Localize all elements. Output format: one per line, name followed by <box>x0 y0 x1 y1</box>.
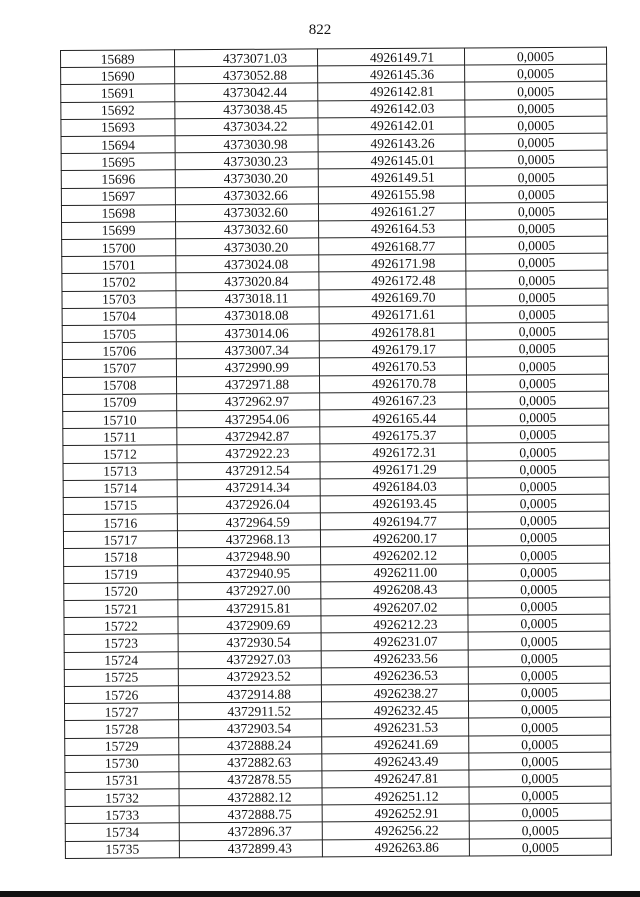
y-coordinate-cell: 4926241.69 <box>322 736 469 754</box>
y-coordinate-cell: 4926200.17 <box>320 529 467 547</box>
precision-cell: 0,0005 <box>466 271 608 289</box>
x-coordinate-cell: 4372888.24 <box>179 736 322 754</box>
x-coordinate-cell: 4373038.45 <box>175 100 318 118</box>
point-number-cell: 15728 <box>65 720 179 738</box>
y-coordinate-cell: 4926252.91 <box>322 804 469 822</box>
precision-cell: 0,0005 <box>467 477 609 495</box>
point-number-cell: 15716 <box>63 514 177 532</box>
y-coordinate-cell: 4926149.51 <box>318 168 465 186</box>
y-coordinate-cell: 4926172.48 <box>319 271 466 289</box>
precision-cell: 0,0005 <box>464 47 606 65</box>
precision-cell: 0,0005 <box>466 288 608 306</box>
precision-cell: 0,0005 <box>468 614 610 632</box>
point-number-cell: 15732 <box>65 789 179 807</box>
y-coordinate-cell: 4926231.07 <box>321 632 468 650</box>
x-coordinate-cell: 4373024.08 <box>176 255 319 273</box>
precision-cell: 0,0005 <box>469 735 611 753</box>
y-coordinate-cell: 4926171.61 <box>319 306 466 324</box>
precision-cell: 0,0005 <box>466 339 608 357</box>
point-number-cell: 15690 <box>61 67 175 85</box>
point-number-cell: 15704 <box>62 308 176 326</box>
point-number-cell: 15721 <box>64 600 178 618</box>
y-coordinate-cell: 4926231.53 <box>322 718 469 736</box>
y-coordinate-cell: 4926142.01 <box>318 117 465 135</box>
coordinates-table <box>60 47 612 859</box>
y-coordinate-cell: 4926179.17 <box>319 340 466 358</box>
x-coordinate-cell: 4372899.43 <box>179 840 322 858</box>
x-coordinate-cell: 4372926.04 <box>177 496 320 514</box>
precision-cell: 0,0005 <box>467 442 609 460</box>
point-number-cell: 15689 <box>61 50 175 68</box>
precision-cell: 0,0005 <box>466 322 608 340</box>
point-number-cell: 15710 <box>63 411 177 429</box>
x-coordinate-cell: 4373032.60 <box>175 204 318 222</box>
x-coordinate-cell: 4372954.06 <box>177 410 320 428</box>
point-number-cell: 15705 <box>62 325 176 343</box>
point-number-cell: 15702 <box>62 273 176 291</box>
point-number-cell: 15706 <box>62 342 176 360</box>
point-number-cell: 15735 <box>65 840 179 858</box>
x-coordinate-cell: 4372948.90 <box>178 547 321 565</box>
point-number-cell: 15693 <box>61 119 175 137</box>
point-number-cell: 15717 <box>63 531 177 549</box>
x-coordinate-cell: 4372882.63 <box>179 754 322 772</box>
precision-cell: 0,0005 <box>466 253 608 271</box>
precision-cell: 0,0005 <box>468 597 610 615</box>
precision-cell: 0,0005 <box>468 546 610 564</box>
y-coordinate-cell: 4926145.01 <box>318 151 465 169</box>
precision-cell: 0,0005 <box>467 460 609 478</box>
y-coordinate-cell: 4926145.36 <box>318 65 465 83</box>
y-coordinate-cell: 4926207.02 <box>321 598 468 616</box>
x-coordinate-cell: 4372971.88 <box>176 375 319 393</box>
precision-cell: 0,0005 <box>465 82 607 100</box>
precision-cell: 0,0005 <box>469 752 611 770</box>
precision-cell: 0,0005 <box>469 838 611 856</box>
precision-cell: 0,0005 <box>469 717 611 735</box>
point-number-cell: 15720 <box>64 583 178 601</box>
x-coordinate-cell: 4373030.98 <box>175 135 318 153</box>
precision-cell: 0,0005 <box>468 580 610 598</box>
point-number-cell: 15703 <box>62 290 176 308</box>
precision-cell: 0,0005 <box>468 632 610 650</box>
precision-cell: 0,0005 <box>468 683 610 701</box>
x-coordinate-cell: 4373018.11 <box>176 290 319 308</box>
precision-cell: 0,0005 <box>469 786 611 804</box>
y-coordinate-cell: 4926233.56 <box>321 650 468 668</box>
x-coordinate-cell: 4372930.54 <box>178 633 321 651</box>
point-number-cell: 15731 <box>65 772 179 790</box>
y-coordinate-cell: 4926161.27 <box>318 203 465 221</box>
y-coordinate-cell: 4926170.53 <box>319 357 466 375</box>
precision-cell: 0,0005 <box>465 99 607 117</box>
y-coordinate-cell: 4926247.81 <box>322 770 469 788</box>
precision-cell: 0,0005 <box>466 305 608 323</box>
page-number: 822 <box>308 22 332 38</box>
x-coordinate-cell: 4373042.44 <box>175 83 318 101</box>
precision-cell: 0,0005 <box>467 391 609 409</box>
point-number-cell: 15698 <box>61 204 175 222</box>
y-coordinate-cell: 4926263.86 <box>322 839 469 857</box>
y-coordinate-cell: 4926155.98 <box>318 186 465 204</box>
precision-cell: 0,0005 <box>465 64 607 82</box>
point-number-cell: 15697 <box>61 187 175 205</box>
y-coordinate-cell: 4926212.23 <box>321 615 468 633</box>
y-coordinate-cell: 4926143.26 <box>318 134 465 152</box>
point-number-cell: 15724 <box>64 651 178 669</box>
x-coordinate-cell: 4372927.00 <box>178 582 321 600</box>
precision-cell: 0,0005 <box>467 425 609 443</box>
y-coordinate-cell: 4926178.81 <box>319 323 466 341</box>
x-coordinate-cell: 4373052.88 <box>175 66 318 84</box>
y-coordinate-cell: 4926169.70 <box>319 289 466 307</box>
point-number-cell: 15719 <box>64 565 178 583</box>
y-coordinate-cell: 4926171.98 <box>319 254 466 272</box>
precision-cell: 0,0005 <box>466 357 608 375</box>
precision-cell: 0,0005 <box>465 116 607 134</box>
point-number-cell: 15725 <box>64 669 178 687</box>
precision-cell: 0,0005 <box>468 666 610 684</box>
x-coordinate-cell: 4372914.88 <box>178 685 321 703</box>
x-coordinate-cell: 4373034.22 <box>175 118 318 136</box>
x-coordinate-cell: 4373032.60 <box>176 221 319 239</box>
y-coordinate-cell: 4926167.23 <box>320 392 467 410</box>
table-row <box>65 838 611 859</box>
x-coordinate-cell: 4372888.75 <box>179 805 322 823</box>
x-coordinate-cell: 4373030.20 <box>176 238 319 256</box>
point-number-cell: 15733 <box>65 806 179 824</box>
x-coordinate-cell: 4372927.03 <box>178 650 321 668</box>
precision-cell: 0,0005 <box>467 494 609 512</box>
point-number-cell: 15707 <box>62 359 176 377</box>
x-coordinate-cell: 4372990.99 <box>176 358 319 376</box>
y-coordinate-cell: 4926142.81 <box>318 82 465 100</box>
precision-cell: 0,0005 <box>469 821 611 839</box>
precision-cell: 0,0005 <box>465 185 607 203</box>
x-coordinate-cell: 4372912.54 <box>177 461 320 479</box>
precision-cell: 0,0005 <box>468 700 610 718</box>
x-coordinate-cell: 4373071.03 <box>175 49 318 67</box>
point-number-cell: 15711 <box>63 428 177 446</box>
y-coordinate-cell: 4926171.29 <box>320 461 467 479</box>
y-coordinate-cell: 4926194.77 <box>320 512 467 530</box>
point-number-cell: 15696 <box>61 170 175 188</box>
precision-cell: 0,0005 <box>466 236 608 254</box>
point-number-cell: 15691 <box>61 84 175 102</box>
point-number-cell: 15708 <box>62 376 176 394</box>
x-coordinate-cell: 4373018.08 <box>176 307 319 325</box>
x-coordinate-cell: 4372940.95 <box>178 565 321 583</box>
y-coordinate-cell: 4926202.12 <box>321 546 468 564</box>
point-number-cell: 15712 <box>63 445 177 463</box>
x-coordinate-cell: 4372911.52 <box>178 702 321 720</box>
point-number-cell: 15713 <box>63 462 177 480</box>
point-number-cell: 15723 <box>64 634 178 652</box>
precision-cell: 0,0005 <box>467 408 609 426</box>
point-number-cell: 15694 <box>61 136 175 154</box>
precision-cell: 0,0005 <box>468 563 610 581</box>
precision-cell: 0,0005 <box>465 167 607 185</box>
x-coordinate-cell: 4372968.13 <box>177 530 320 548</box>
point-number-cell: 15692 <box>61 101 175 119</box>
precision-cell: 0,0005 <box>469 769 611 787</box>
point-number-cell: 15695 <box>61 153 175 171</box>
y-coordinate-cell: 4926243.49 <box>322 753 469 771</box>
x-coordinate-cell: 4373020.84 <box>176 272 319 290</box>
point-number-cell: 15714 <box>63 479 177 497</box>
x-coordinate-cell: 4373007.34 <box>176 341 319 359</box>
point-number-cell: 15701 <box>62 256 176 274</box>
precision-cell: 0,0005 <box>465 202 607 220</box>
point-number-cell: 15729 <box>65 737 179 755</box>
x-coordinate-cell: 4373014.06 <box>176 324 319 342</box>
x-coordinate-cell: 4372922.23 <box>177 444 320 462</box>
x-coordinate-cell: 4372923.52 <box>178 668 321 686</box>
y-coordinate-cell: 4926256.22 <box>322 821 469 839</box>
y-coordinate-cell: 4926251.12 <box>322 787 469 805</box>
x-coordinate-cell: 4373032.66 <box>175 186 318 204</box>
y-coordinate-cell: 4926232.45 <box>321 701 468 719</box>
y-coordinate-cell: 4926164.53 <box>319 220 466 238</box>
precision-cell: 0,0005 <box>465 133 607 151</box>
precision-cell: 0,0005 <box>466 219 608 237</box>
point-number-cell: 15730 <box>65 754 179 772</box>
point-number-cell: 15700 <box>62 239 176 257</box>
x-coordinate-cell: 4372915.81 <box>178 599 321 617</box>
y-coordinate-cell: 4926172.31 <box>320 443 467 461</box>
point-number-cell: 15699 <box>62 222 176 240</box>
precision-cell: 0,0005 <box>468 649 610 667</box>
y-coordinate-cell: 4926184.03 <box>320 478 467 496</box>
y-coordinate-cell: 4926170.78 <box>319 375 466 393</box>
y-coordinate-cell: 4926193.45 <box>320 495 467 513</box>
precision-cell: 0,0005 <box>465 150 607 168</box>
y-coordinate-cell: 4926236.53 <box>321 667 468 685</box>
x-coordinate-cell: 4372964.59 <box>177 513 320 531</box>
y-coordinate-cell: 4926165.44 <box>320 409 467 427</box>
precision-cell: 0,0005 <box>466 374 608 392</box>
x-coordinate-cell: 4372962.97 <box>177 393 320 411</box>
x-coordinate-cell: 4372942.87 <box>177 427 320 445</box>
y-coordinate-cell: 4926168.77 <box>319 237 466 255</box>
point-number-cell: 15722 <box>64 617 178 635</box>
y-coordinate-cell: 4926142.03 <box>318 100 465 118</box>
y-coordinate-cell: 4926149.71 <box>317 48 464 66</box>
x-coordinate-cell: 4373030.20 <box>175 169 318 187</box>
coordinates-table-body <box>61 47 612 858</box>
point-number-cell: 15734 <box>65 823 179 841</box>
x-coordinate-cell: 4373030.23 <box>175 152 318 170</box>
point-number-cell: 15715 <box>63 497 177 515</box>
y-coordinate-cell: 4926211.00 <box>321 564 468 582</box>
x-coordinate-cell: 4372896.37 <box>179 822 322 840</box>
x-coordinate-cell: 4372882.12 <box>179 788 322 806</box>
point-number-cell: 15727 <box>64 703 178 721</box>
x-coordinate-cell: 4372914.34 <box>177 479 320 497</box>
y-coordinate-cell: 4926175.37 <box>320 426 467 444</box>
scan-edge-bar <box>0 891 640 897</box>
x-coordinate-cell: 4372903.54 <box>179 719 322 737</box>
precision-cell: 0,0005 <box>467 528 609 546</box>
point-number-cell: 15718 <box>64 548 178 566</box>
precision-cell: 0,0005 <box>469 803 611 821</box>
x-coordinate-cell: 4372909.69 <box>178 616 321 634</box>
point-number-cell: 15726 <box>64 686 178 704</box>
y-coordinate-cell: 4926238.27 <box>321 684 468 702</box>
y-coordinate-cell: 4926208.43 <box>321 581 468 599</box>
point-number-cell: 15709 <box>63 394 177 412</box>
x-coordinate-cell: 4372878.55 <box>179 771 322 789</box>
precision-cell: 0,0005 <box>467 511 609 529</box>
